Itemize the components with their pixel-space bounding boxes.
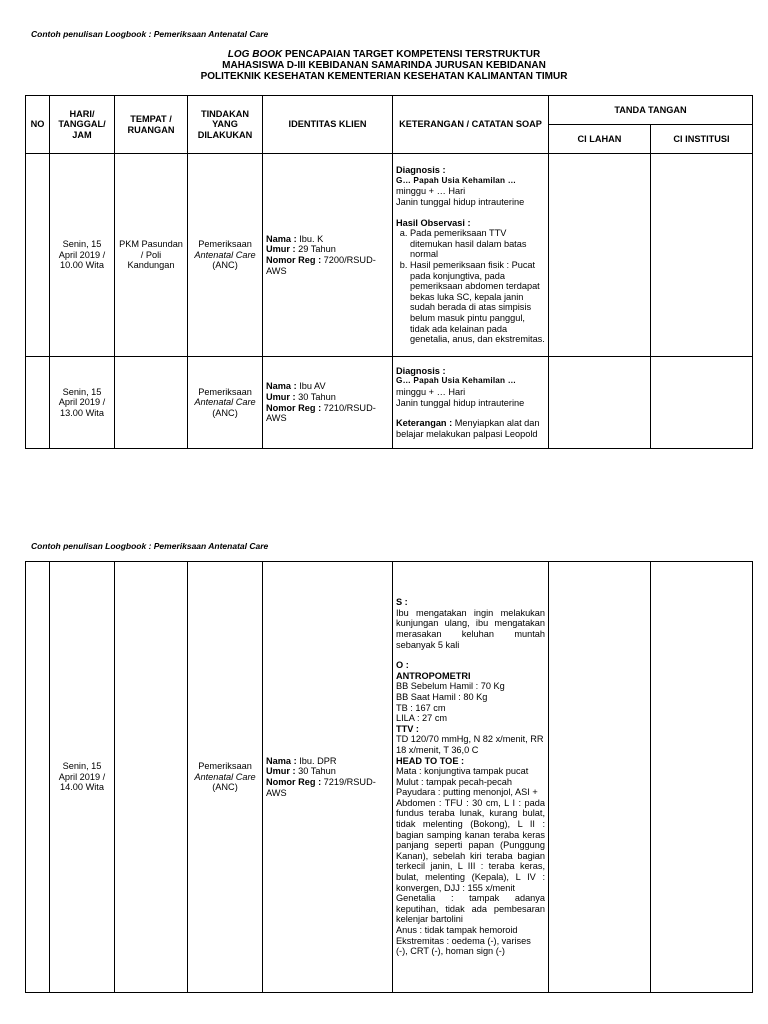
header-ci-lahan: CI LAHAN xyxy=(549,125,651,154)
label-objective: O : xyxy=(396,660,409,671)
label-nama: Nama : xyxy=(266,381,297,392)
cell-ci-institusi xyxy=(651,357,753,449)
list-item: b. Hasil pemeriksaan fisik : Pucat pada konjungtiva, pada pemeriksaan abdomen terdapat bekas luka SC, kepala janin sudah berada di atas simpisis belum masuk pintu panggul, tidak ada kelainan pada genetalia, anus, dan ekstremitas. xyxy=(410,260,545,345)
value-umur: 29 Tahun xyxy=(295,244,336,255)
cell-identitas xyxy=(263,154,393,357)
cell-tempat xyxy=(115,357,188,449)
cell-no xyxy=(26,357,50,449)
cell-soap xyxy=(393,562,549,993)
document-title xyxy=(0,49,768,82)
cell-hari: Senin, 15 April 2019 / 14.00 Wita xyxy=(50,562,115,993)
value-umur: 30 Tahun xyxy=(295,766,336,777)
label-subjective: S : xyxy=(396,597,408,608)
label-nomor-reg: Nomor Reg : xyxy=(266,255,322,265)
ttv-text: TD 120/70 mmHg, N 82 x/menit, RR 18 x/menit, T 36,0 C xyxy=(396,734,544,755)
diagnosis-line3: Janin tunggal hidup intrauterine xyxy=(396,197,525,208)
tindakan-line3: (ANC) xyxy=(212,782,238,793)
label-nomor-reg: Nomor Reg : xyxy=(266,402,322,413)
cell-ci-lahan xyxy=(549,154,651,357)
label-head-to-toe: HEAD TO TOE : xyxy=(396,755,465,766)
title-line3: POLITEKNIK KESEHATAN KEMENTERIAN KESEHATAN KALIMANTAN TIMUR xyxy=(200,71,568,82)
cell-ci-lahan xyxy=(549,562,651,993)
cell-tindakan xyxy=(188,154,263,357)
cell-ci-institusi xyxy=(651,562,753,993)
logbook-table-page1 xyxy=(25,95,753,449)
cell-tempat: PKM Pasundan / Poli Kandungan xyxy=(115,154,188,357)
cell-no xyxy=(26,154,50,357)
cell-keterangan xyxy=(393,357,549,449)
cell-tindakan xyxy=(188,357,263,449)
cell-no xyxy=(26,562,50,993)
value-nomor-reg: 7219/RSUD-AWS xyxy=(266,777,376,798)
label-nomor-reg: Nomor Reg : xyxy=(266,777,322,787)
cell-ci-institusi xyxy=(651,154,753,357)
cell-hari: Senin, 15 April 2019 / 10.00 Wita xyxy=(50,154,115,357)
header-tanda-tangan: TANDA TANGAN xyxy=(549,96,753,125)
value-nama: Ibu. K xyxy=(296,233,324,244)
logbook-table-page2 xyxy=(25,561,753,993)
title-line1-rest: PENCAPAIAN TARGET KOMPETENSI TERSTRUKTUR xyxy=(282,49,541,60)
tindakan-line1: Pemeriksaan xyxy=(198,386,252,397)
tindakan-line3: (ANC) xyxy=(212,407,238,418)
title-line1-italic: LOG BOOK xyxy=(227,49,283,60)
cell-keterangan xyxy=(393,154,549,357)
lila: LILA : 27 cm xyxy=(396,713,448,724)
header-ci-institusi: CI INSTITUSI xyxy=(651,125,753,154)
value-nama: Ibu AV xyxy=(296,381,326,392)
tindakan-line3: (ANC) xyxy=(212,260,238,271)
exam-payudara: Payudara : putting menonjol, ASI + xyxy=(396,787,538,798)
value-umur: 30 Tahun xyxy=(295,391,336,402)
cell-identitas xyxy=(263,357,393,449)
table-row xyxy=(26,154,753,357)
exam-genetalia: Genetalia : tampak adanya keputihan, tidak ada pembesaran kelenjar bartolini xyxy=(396,893,545,925)
exam-mata: Mata : konjungtiva tampak pucat xyxy=(396,766,529,777)
document-caption: Contoh penulisan Loogbook : Pemeriksaan Antenatal Care xyxy=(31,29,269,39)
header-hari: HARI/ TANGGAL/ JAM xyxy=(50,96,115,154)
label-diagnosis: Diagnosis : xyxy=(396,165,446,176)
cell-ci-lahan xyxy=(549,357,651,449)
observation-list xyxy=(396,228,545,345)
label-umur: Umur : xyxy=(266,244,296,255)
tindakan-line2: Antenatal Care xyxy=(194,249,256,260)
label-keterangan: Keterangan : xyxy=(396,418,453,429)
cell-tindakan xyxy=(188,562,263,993)
value-nomor-reg: 7200/RSUD-AWS xyxy=(266,255,376,276)
cell-hari: Senin, 15 April 2019 / 13.00 Wita xyxy=(50,357,115,449)
subjective-text: Ibu mengatakan ingin melakukan kunjungan ulang, ibu mengatakan merasakan keluhan muntah sebanyak 5 kali xyxy=(396,607,545,650)
cell-tempat xyxy=(115,562,188,993)
table-row xyxy=(26,562,753,993)
tinggi-badan: TB : 167 cm xyxy=(396,702,446,713)
title-line2: MAHASISWA D-III KEBIDANAN SAMARINDA JURUSAN KEBIDANAN xyxy=(222,60,546,71)
header-tindakan: TINDAKAN YANG DILAKUKAN xyxy=(188,96,263,154)
label-diagnosis: Diagnosis : xyxy=(396,365,446,376)
label-hasil-observasi: Hasil Observasi : xyxy=(396,217,471,228)
label-antropometri: ANTROPOMETRI xyxy=(396,670,471,681)
document-caption: Contoh penulisan Loogbook : Pemeriksaan Antenatal Care xyxy=(31,541,269,551)
diagnosis-line1: G… Papah Usia Kehamilan … xyxy=(396,376,517,386)
header-keterangan: KETERANGAN / CATATAN SOAP xyxy=(393,96,549,154)
tindakan-line1: Pemeriksaan xyxy=(198,239,252,250)
exam-ekstremitas: Ekstremitas : oedema (-), varises (-), CRT (-), homan sign (-) xyxy=(396,935,531,957)
cell-identitas xyxy=(263,562,393,993)
tindakan-line1: Pemeriksaan xyxy=(198,761,252,772)
exam-anus: Anus : tidak tampak hemoroid xyxy=(396,925,518,936)
label-umur: Umur : xyxy=(266,391,296,402)
label-ttv: TTV : xyxy=(396,723,419,734)
label-nama: Nama : xyxy=(266,755,297,766)
table-row xyxy=(26,357,753,449)
bb-saat-hamil: BB Saat Hamil : 80 Kg xyxy=(396,691,488,702)
diagnosis-line2: minggu + … Hari xyxy=(396,386,466,397)
header-no: NO xyxy=(26,96,50,154)
diagnosis-line1: G… Papah Usia Kehamilan … xyxy=(396,175,517,185)
diagnosis-line3: Janin tunggal hidup intrauterine xyxy=(396,397,525,408)
header-identitas: IDENTITAS KLIEN xyxy=(263,96,393,154)
label-nama: Nama : xyxy=(266,233,297,244)
exam-abdomen: Abdomen : TFU : 30 cm, L I : pada fundus teraba lunak, kurang bulat, tidak melenting (Bokong), L II : bagian samping kanan teraba keras panjang seperti papan (Punggung Kanan), sebelah kiri teraba bagian terkecil janin, L III : teraba keras, bulat, melenting (Kepala), L IV : konvergen, DJJ : 155 x/menit xyxy=(396,797,545,893)
header-tempat: TEMPAT / RUANGAN xyxy=(115,96,188,154)
value-nomor-reg: 7210/RSUD-AWS xyxy=(266,402,376,424)
exam-mulut: Mulut : tampak pecah-pecah xyxy=(396,776,512,787)
diagnosis-line2: minggu + … Hari xyxy=(396,186,466,197)
value-keterangan: Menyiapkan alat dan belajar melakukan palpasi Leopold xyxy=(396,418,540,439)
tindakan-line2: Antenatal Care xyxy=(194,397,256,408)
label-umur: Umur : xyxy=(266,766,296,777)
value-nama: Ibu. DPR xyxy=(296,755,337,766)
bb-sebelum-hamil: BB Sebelum Hamil : 70 Kg xyxy=(396,681,505,692)
tindakan-line2: Antenatal Care xyxy=(194,771,256,782)
list-item: a. Pada pemeriksaan TTV ditemukan hasil dalam batas normal xyxy=(410,228,545,260)
